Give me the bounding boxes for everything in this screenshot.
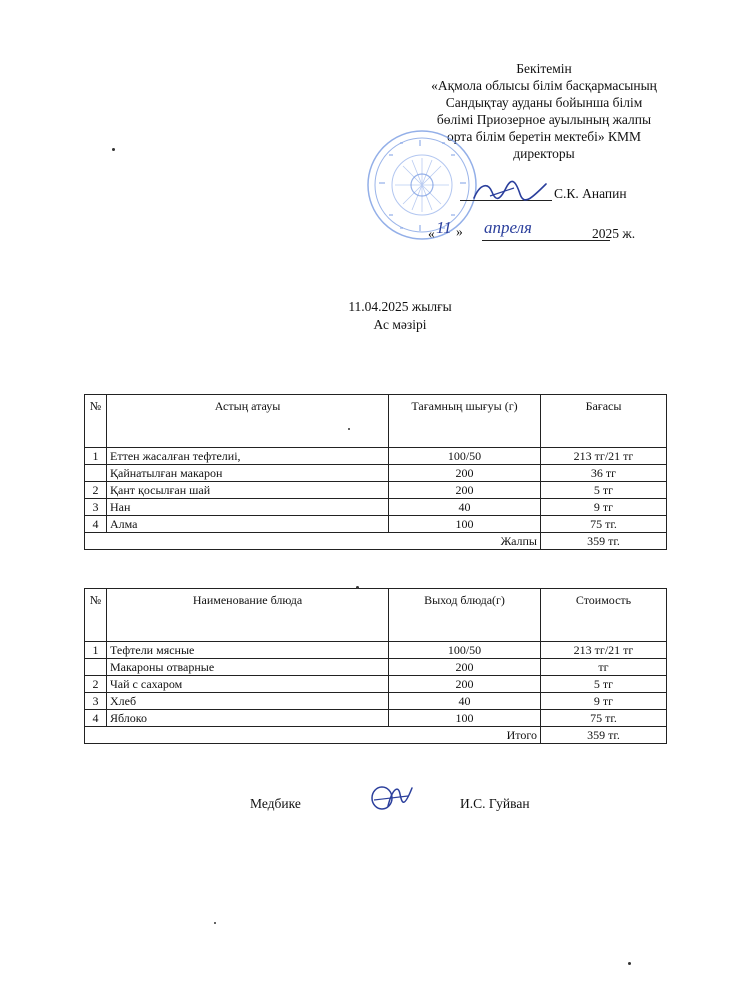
dish-price: 9 тг <box>541 693 667 710</box>
table-row <box>85 659 667 676</box>
dish-price: тг <box>541 659 667 676</box>
row-number <box>85 465 107 482</box>
dish-name: Қант қосылған шай <box>107 482 389 499</box>
scan-speck <box>628 962 631 965</box>
dish-name: Қайнатылған макарон <box>107 465 389 482</box>
date-underline <box>482 240 610 241</box>
dish-price: 75 тг. <box>541 516 667 533</box>
director-name: С.К. Анапин <box>554 186 627 201</box>
handwritten-signature-icon <box>470 176 550 206</box>
table-total-row <box>85 533 667 550</box>
row-number: 4 <box>85 710 107 727</box>
dish-price: 213 тг/21 тг <box>541 642 667 659</box>
row-number <box>85 659 107 676</box>
dish-name: Алма <box>107 516 389 533</box>
date-quote-open: « <box>428 226 435 241</box>
row-number: 1 <box>85 448 107 465</box>
table-total-row <box>85 727 667 744</box>
dish-yield: 40 <box>389 499 541 516</box>
dish-yield: 100/50 <box>389 448 541 465</box>
total-label: Итого <box>85 727 541 744</box>
approval-line: директоры <box>513 146 575 161</box>
total-label: Жалпы <box>85 533 541 550</box>
row-number: 3 <box>85 693 107 710</box>
table-row <box>85 693 667 710</box>
approval-line: Сандықтау ауданы бойынша білім <box>445 95 643 110</box>
dish-yield: 100 <box>389 516 541 533</box>
col-header-yield: Тағамның шығуы (г) <box>389 395 541 448</box>
table-row <box>85 499 667 516</box>
col-header-dish: Астың атауы <box>107 395 389 448</box>
total-value: 359 тг. <box>541 533 667 550</box>
total-value: 359 тг. <box>541 727 667 744</box>
dish-yield: 200 <box>389 465 541 482</box>
director-signature-row <box>420 186 680 206</box>
scan-speck <box>356 586 359 589</box>
row-number: 1 <box>85 642 107 659</box>
approval-line: Бекітемін <box>516 61 572 76</box>
dish-price: 75 тг. <box>541 710 667 727</box>
approval-line: орта білім беретін мектебі» КММ <box>446 129 642 144</box>
dish-yield: 200 <box>389 676 541 693</box>
dish-price: 9 тг <box>541 499 667 516</box>
table-row <box>85 710 667 727</box>
dish-name: Тефтели мясные <box>107 642 389 659</box>
row-number: 4 <box>85 516 107 533</box>
dish-yield: 100/50 <box>389 642 541 659</box>
dish-price: 213 тг/21 тг <box>541 448 667 465</box>
col-header-price: Стоимость <box>541 589 667 642</box>
dish-name: Хлеб <box>107 693 389 710</box>
date-quote-close: » <box>456 224 463 239</box>
dish-price: 36 тг <box>541 465 667 482</box>
scan-speck <box>348 428 350 430</box>
footer-role: Медбике <box>250 796 301 811</box>
col-header-dish: Наименование блюда <box>107 589 389 642</box>
dish-price: 5 тг <box>541 482 667 499</box>
date-day-handwritten: 11 <box>436 218 452 237</box>
dish-name: Чай с сахаром <box>107 676 389 693</box>
table-header-row <box>85 395 667 448</box>
menu-header <box>280 298 520 334</box>
dish-price: 5 тг <box>541 676 667 693</box>
menu-table-ru <box>84 588 667 744</box>
approval-line: бөлімі Приозерное ауылының жалпы <box>436 112 652 127</box>
col-header-yield: Выход блюда(г) <box>389 589 541 642</box>
table-header-row <box>85 589 667 642</box>
dish-name: Макароны отварные <box>107 659 389 676</box>
dish-yield: 200 <box>389 659 541 676</box>
table-row <box>85 516 667 533</box>
footer-name: И.С. Гуйван <box>460 796 530 811</box>
table-row <box>85 482 667 499</box>
approval-line: «Ақмола облысы білім басқармасының <box>431 78 657 93</box>
scan-speck <box>214 922 216 924</box>
row-number: 2 <box>85 482 107 499</box>
scan-speck <box>112 148 115 151</box>
menu-date: 11.04.2025 жылғы <box>348 299 452 314</box>
date-year: 2025 ж. <box>592 226 636 241</box>
date-month-handwritten: апреля <box>484 218 532 237</box>
nurse-signature-icon <box>368 780 416 814</box>
table-row <box>85 676 667 693</box>
table-row <box>85 448 667 465</box>
col-header-number: № <box>85 395 107 448</box>
menu-title: Ас мәзірі <box>373 317 427 332</box>
menu-table-kz <box>84 394 667 550</box>
dish-yield: 40 <box>389 693 541 710</box>
col-header-price: Бағасы <box>541 395 667 448</box>
col-header-number: № <box>85 589 107 642</box>
table-row <box>85 465 667 482</box>
table-row <box>85 642 667 659</box>
row-number: 3 <box>85 499 107 516</box>
row-number: 2 <box>85 676 107 693</box>
dish-yield: 200 <box>389 482 541 499</box>
dish-name: Нан <box>107 499 389 516</box>
dish-name: Еттен жасалған тефтелиі, <box>107 448 389 465</box>
dish-name: Яблоко <box>107 710 389 727</box>
dish-yield: 100 <box>389 710 541 727</box>
